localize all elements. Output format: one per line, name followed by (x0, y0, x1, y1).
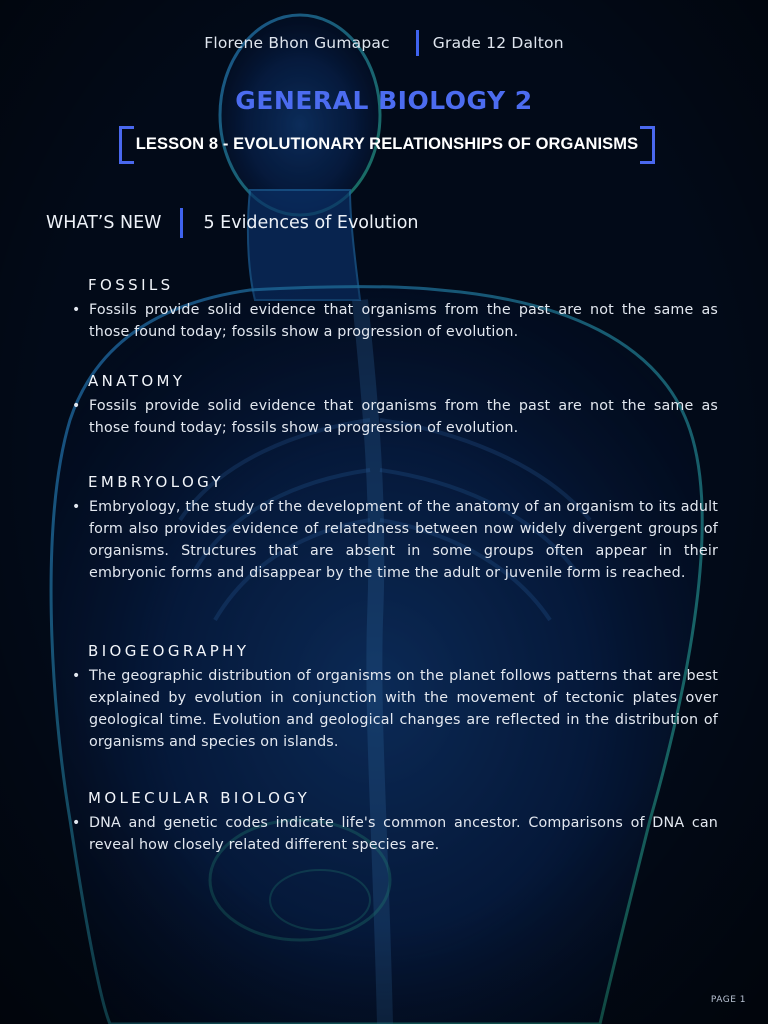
section-embryology (72, 473, 718, 584)
section-list (72, 812, 718, 856)
whats-new-row (46, 208, 419, 238)
section-list (72, 395, 718, 439)
list-item (72, 299, 718, 343)
section-molecular-biology (72, 789, 718, 856)
section-list (72, 299, 718, 343)
section-text: Embryology, the study of the development of the anatomy of an organism to its adult form also provides evidence of relatedness between now widely divergent groups of organisms. Structures that are absent in some groups often appear in their embryonic forms and disappear by the time the adult or juvenile form is reached. (89, 499, 718, 581)
list-item (72, 665, 718, 753)
section-heading: BIOGEOGRAPHY (88, 642, 250, 660)
lesson-title: LESSON 8 - EVOLUTIONARY RELATIONSHIPS OF ORGANISMS (135, 135, 639, 153)
section-list (72, 496, 718, 584)
page-title: GENERAL BIOLOGY 2 (235, 86, 533, 115)
section-text: Fossils provide solid evidence that organisms from the past are not the same as those found today; fossils show a progression of evolution. (89, 302, 718, 340)
header-divider (416, 30, 419, 56)
bullet-icon: • (72, 668, 81, 684)
grade-section: Grade 12 Dalton (432, 34, 564, 52)
section-fossils (72, 276, 718, 343)
section-anatomy (72, 372, 718, 439)
section-heading: ANATOMY (88, 372, 186, 390)
list-item (72, 395, 718, 439)
whats-new-label: WHAT’S NEW (46, 213, 162, 233)
bullet-icon: • (72, 815, 81, 831)
section-text: DNA and genetic codes indicate life's common ancestor. Comparisons of DNA can reveal how closely related different species are. (89, 815, 718, 853)
section-heading: MOLECULAR BIOLOGY (88, 789, 311, 807)
list-item (72, 496, 718, 584)
section-text: Fossils provide solid evidence that organisms from the past are not the same as those found today; fossils show a progression of evolution. (89, 398, 718, 436)
author-header (0, 30, 768, 56)
section-biogeography (72, 642, 718, 753)
lesson-banner (119, 126, 655, 162)
bullet-icon: • (72, 398, 81, 414)
bullet-icon: • (72, 499, 81, 515)
page-number: PAGE 1 (710, 995, 746, 1005)
whats-new-divider (180, 208, 183, 238)
section-list (72, 665, 718, 753)
section-heading: EMBRYOLOGY (88, 473, 224, 491)
bullet-icon: • (72, 302, 81, 318)
list-item (72, 812, 718, 856)
section-heading: FOSSILS (88, 276, 174, 294)
whats-new-topic: 5 Evidences of Evolution (203, 213, 419, 233)
author-name: Florene Bhon Gumapac (204, 34, 390, 52)
section-text: The geographic distribution of organisms on the planet follows patterns that are best explained by evolution in conjunction with the movement of tectonic plates over geological time. Evolution and geological changes are reflected in the distribution of organisms and species on islands. (89, 668, 718, 750)
